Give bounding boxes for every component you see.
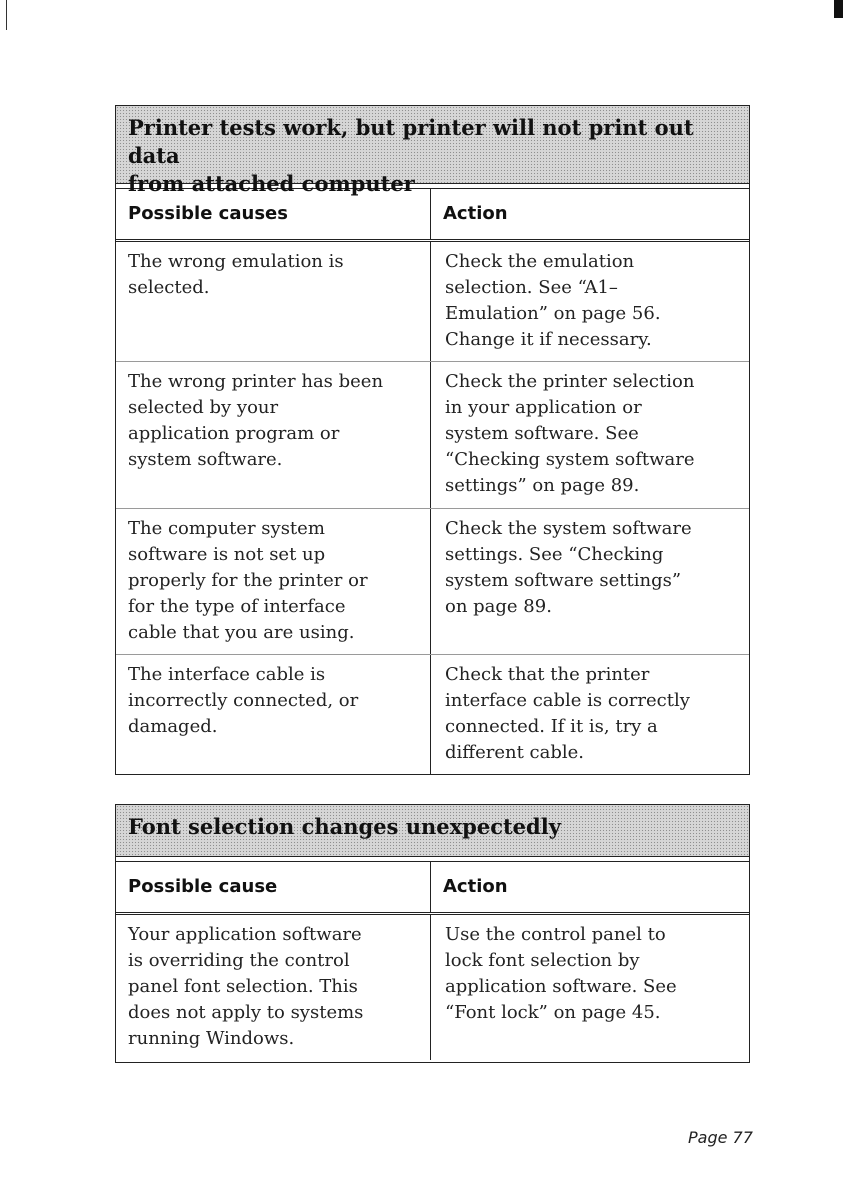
cause-line: selected. [128,277,210,298]
cause-line: does not apply to systems [128,1002,364,1023]
table-title-line: Font selection changes unexpectedly [128,814,561,839]
action-line: system software. See [445,423,639,444]
action-line: “Font lock” on page 45. [445,1002,661,1023]
cause-cell [116,915,431,1060]
action-line: application software. See [445,976,677,997]
scan-corner-mark [834,0,843,18]
table-row [116,362,749,509]
table-row [116,915,749,1060]
action-cell [431,655,749,774]
scan-margin-mark [6,0,7,30]
header-action: Action [443,203,508,224]
page-number: Page 77 [688,1128,753,1147]
cause-cell [116,655,431,774]
troubleshooting-table-font-selection [115,804,750,1063]
action-line: selection. See “A1– [445,277,618,298]
action-line: system software settings” [445,570,682,591]
cause-cell [116,242,431,361]
table-title-bar [116,106,749,196]
cause-line: cable that you are using. [128,622,355,643]
action-line: Change it if necessary. [445,329,652,350]
cause-line: is overriding the control [128,950,350,971]
cause-line: Your application software [128,924,362,945]
cause-line: application program or [128,423,340,444]
action-cell [431,509,749,654]
header-possible-causes: Possible causes [116,189,431,239]
table-title-bar [116,805,749,857]
cause-line: properly for the printer or [128,570,368,591]
action-line: “Checking system software [445,449,695,470]
cause-line: The wrong emulation is [128,251,344,272]
action-line: settings” on page 89. [445,475,640,496]
action-cell [431,242,749,361]
action-cell [431,915,749,1060]
table-title-line: from attached computer [128,171,415,196]
action-line: connected. If it is, try a [445,716,658,737]
action-line: Check the emulation [445,251,635,272]
cause-cell [116,509,431,654]
cause-line: The computer system [128,518,325,539]
action-line: lock font selection by [445,950,640,971]
cause-line: selected by your [128,397,279,418]
table-row [116,655,749,774]
action-line: Check that the printer [445,664,650,685]
action-line: Emulation” on page 56. [445,303,661,324]
action-line: in your application or [445,397,642,418]
cause-cell [116,362,431,508]
action-line: interface cable is correctly [445,690,690,711]
action-line: Use the control panel to [445,924,666,945]
action-line: Check the system software [445,518,692,539]
table-header-row [116,861,749,915]
cause-line: The wrong printer has been [128,371,384,392]
header-action: Action [443,876,508,897]
table-row [116,509,749,655]
cause-line: panel font selection. This [128,976,358,997]
cause-line: incorrectly connected, or [128,690,359,711]
cause-line: running Windows. [128,1028,295,1049]
header-possible-cause: Possible cause [116,862,431,912]
action-line: settings. See “Checking [445,544,664,565]
action-line: Check the printer selection [445,371,695,392]
cause-line: for the type of interface [128,596,346,617]
cause-line: The interface cable is [128,664,326,685]
action-cell [431,362,749,508]
troubleshooting-table-printer-no-output [115,105,750,775]
table-header-row [116,188,749,242]
table-row [116,242,749,362]
action-line: different cable. [445,742,584,763]
action-line: on page 89. [445,596,552,617]
cause-line: system software. [128,449,283,470]
table-title-line: Printer tests work, but printer will not print out data [128,115,694,168]
cause-line: damaged. [128,716,218,737]
cause-line: software is not set up [128,544,326,565]
